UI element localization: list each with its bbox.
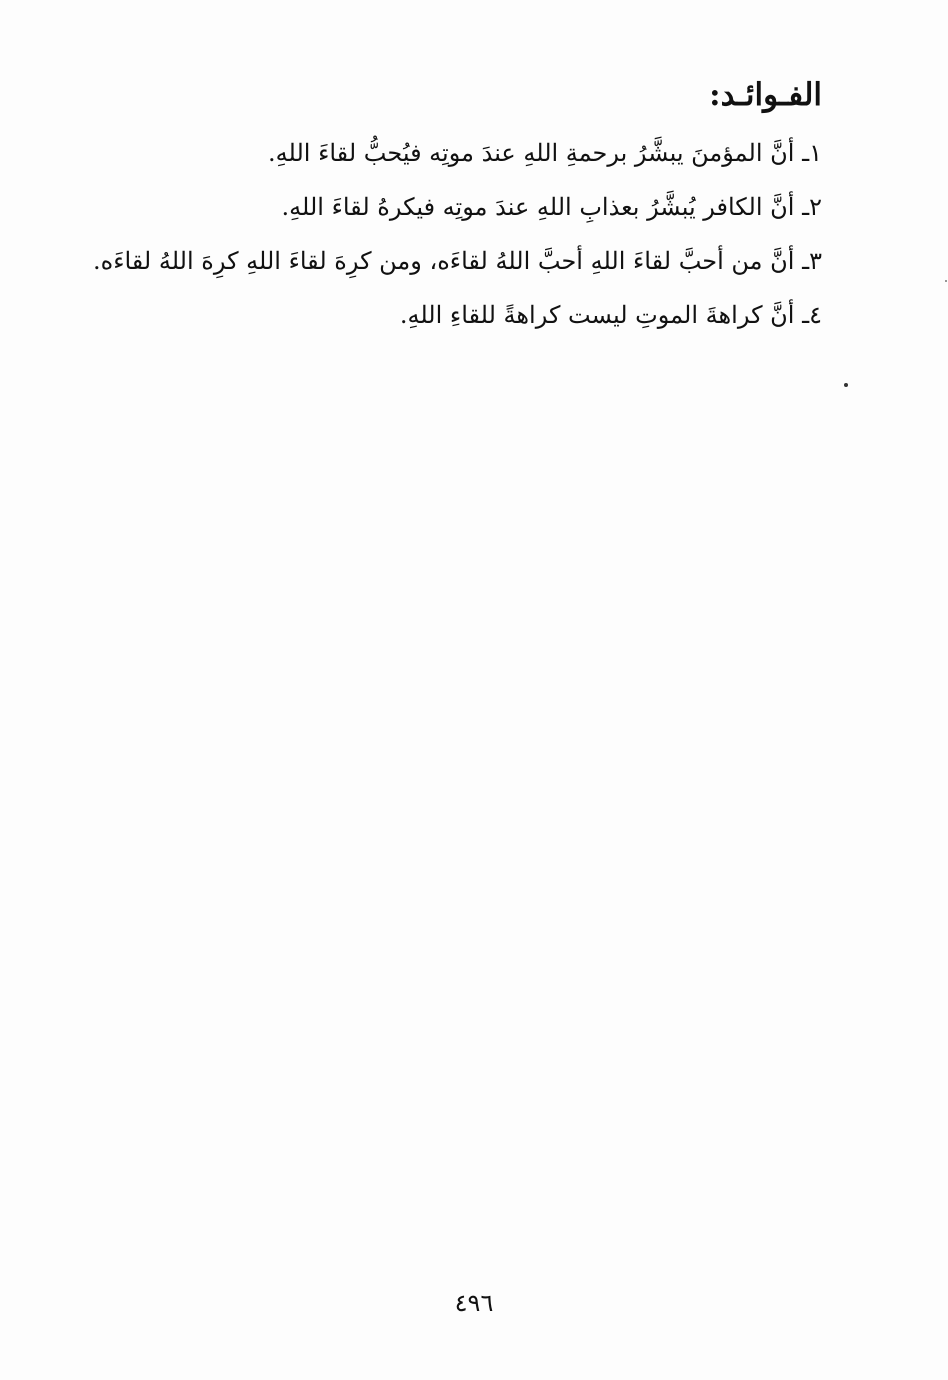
benefit-item-4: ٤ـ أنَّ كراهةَ الموتِ ليست كراهةً للقاءِ اللهِ. — [399, 301, 822, 329]
section-title: الفـوائـد: — [709, 77, 822, 113]
page-number: ٤٩٦ — [454, 1289, 494, 1317]
scan-speck — [844, 383, 848, 387]
benefit-item-3: ٣ـ أنَّ من أحبَّ لقاءَ اللهِ أحبَّ اللهُ لقاءَه، ومن كرِهَ لقاءَ اللهِ كرِهَ اللهُ لقاءَه. — [92, 247, 822, 275]
benefit-item-2: ٢ـ أنَّ الكافر يُبشَّرُ بعذابِ اللهِ عندَ موتِه فيكرهُ لقاءَ اللهِ. — [281, 193, 822, 221]
benefits-section — [92, 72, 822, 342]
scan-speck — [945, 280, 947, 282]
benefit-item-1: ١ـ أنَّ المؤمنَ يبشَّرُ برحمةِ اللهِ عندَ موتِه فيُحبُّ لقاءَ اللهِ. — [268, 139, 822, 167]
